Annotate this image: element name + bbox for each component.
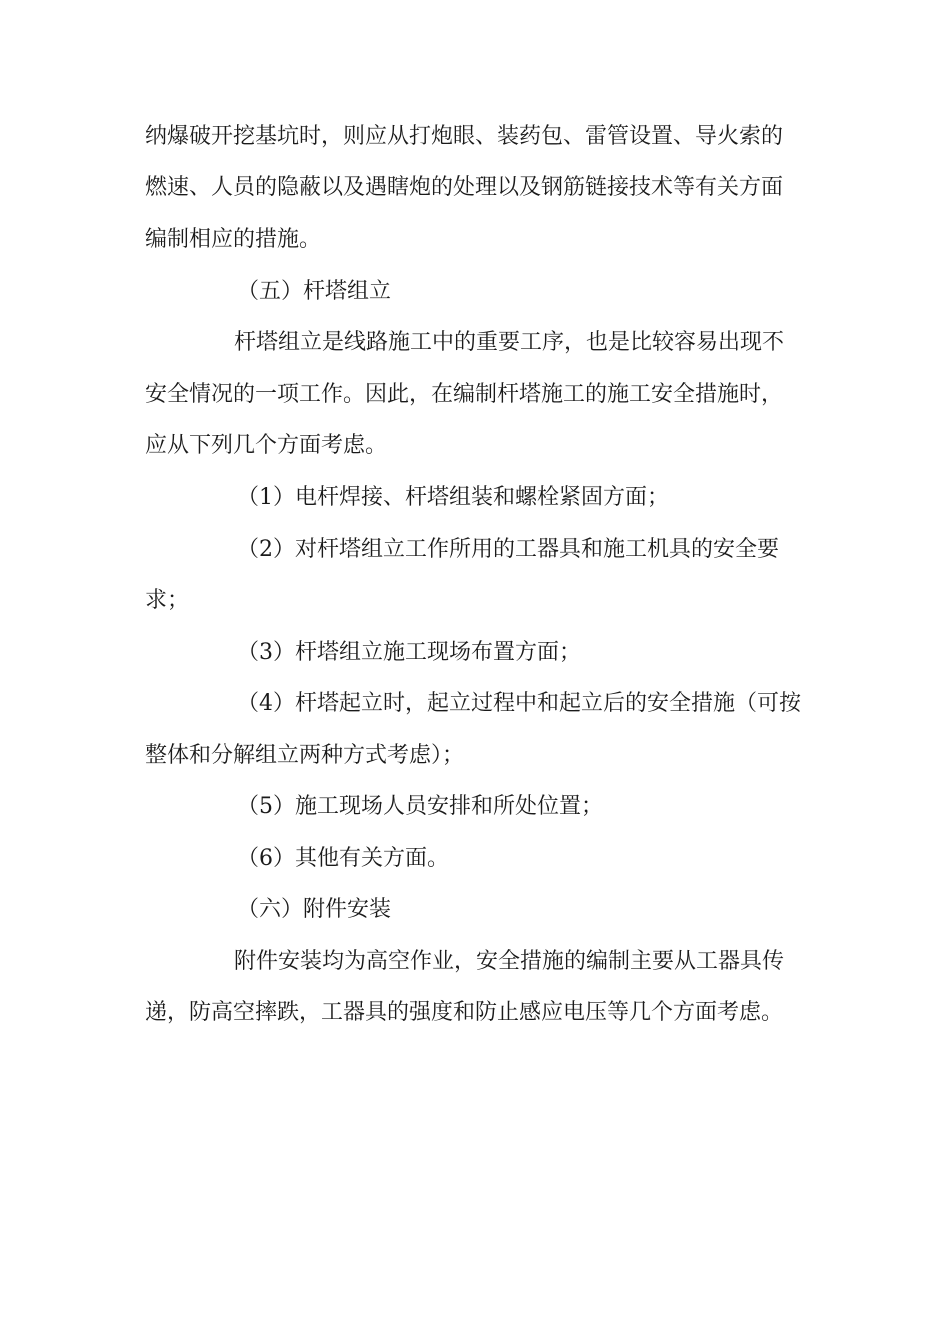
paragraph-line: 纳爆破开挖基坑时，则应从打炮眼、装药包、雷管设置、导火索的 bbox=[145, 124, 784, 149]
paragraph-line: 编制相应的措施。 bbox=[145, 227, 322, 252]
section-heading-6: （六）附件安装 bbox=[237, 897, 392, 922]
list-item: （2）对杆塔组立工作所用的工器具和施工机具的安全要 bbox=[237, 537, 779, 562]
section-heading-5: （五）杆塔组立 bbox=[237, 279, 392, 304]
paragraph-line: 附件安装均为高空作业，安全措施的编制主要从工器具传 bbox=[234, 949, 785, 974]
list-item: （4）杆塔起立时，起立过程中和起立后的安全措施（可按 bbox=[237, 691, 801, 716]
list-item: （1）电杆焊接、杆塔组装和螺栓紧固方面； bbox=[237, 485, 669, 510]
paragraph-line: 杆塔组立是线路施工中的重要工序，也是比较容易出现不 bbox=[234, 330, 785, 355]
list-item: （5）施工现场人员安排和所处位置； bbox=[237, 794, 603, 819]
paragraph-line: 应从下列几个方面考虑。 bbox=[145, 433, 388, 458]
paragraph-line: 递，防高空摔跌，工器具的强度和防止感应电压等几个方面考虑。 bbox=[145, 1000, 784, 1025]
paragraph-line: 安全情况的一项工作。因此，在编制杆塔施工的施工安全措施时， bbox=[145, 382, 784, 407]
paragraph-line: 燃速、人员的隐蔽以及遇瞎炮的处理以及钢筋链接技术等有关方面 bbox=[145, 175, 784, 200]
list-item-continuation: 求； bbox=[145, 588, 190, 613]
list-item-continuation: 整体和分解组立两种方式考虑）； bbox=[145, 743, 465, 768]
list-item: （6）其他有关方面。 bbox=[237, 846, 449, 871]
list-item: （3）杆塔组立施工现场布置方面； bbox=[237, 640, 581, 665]
